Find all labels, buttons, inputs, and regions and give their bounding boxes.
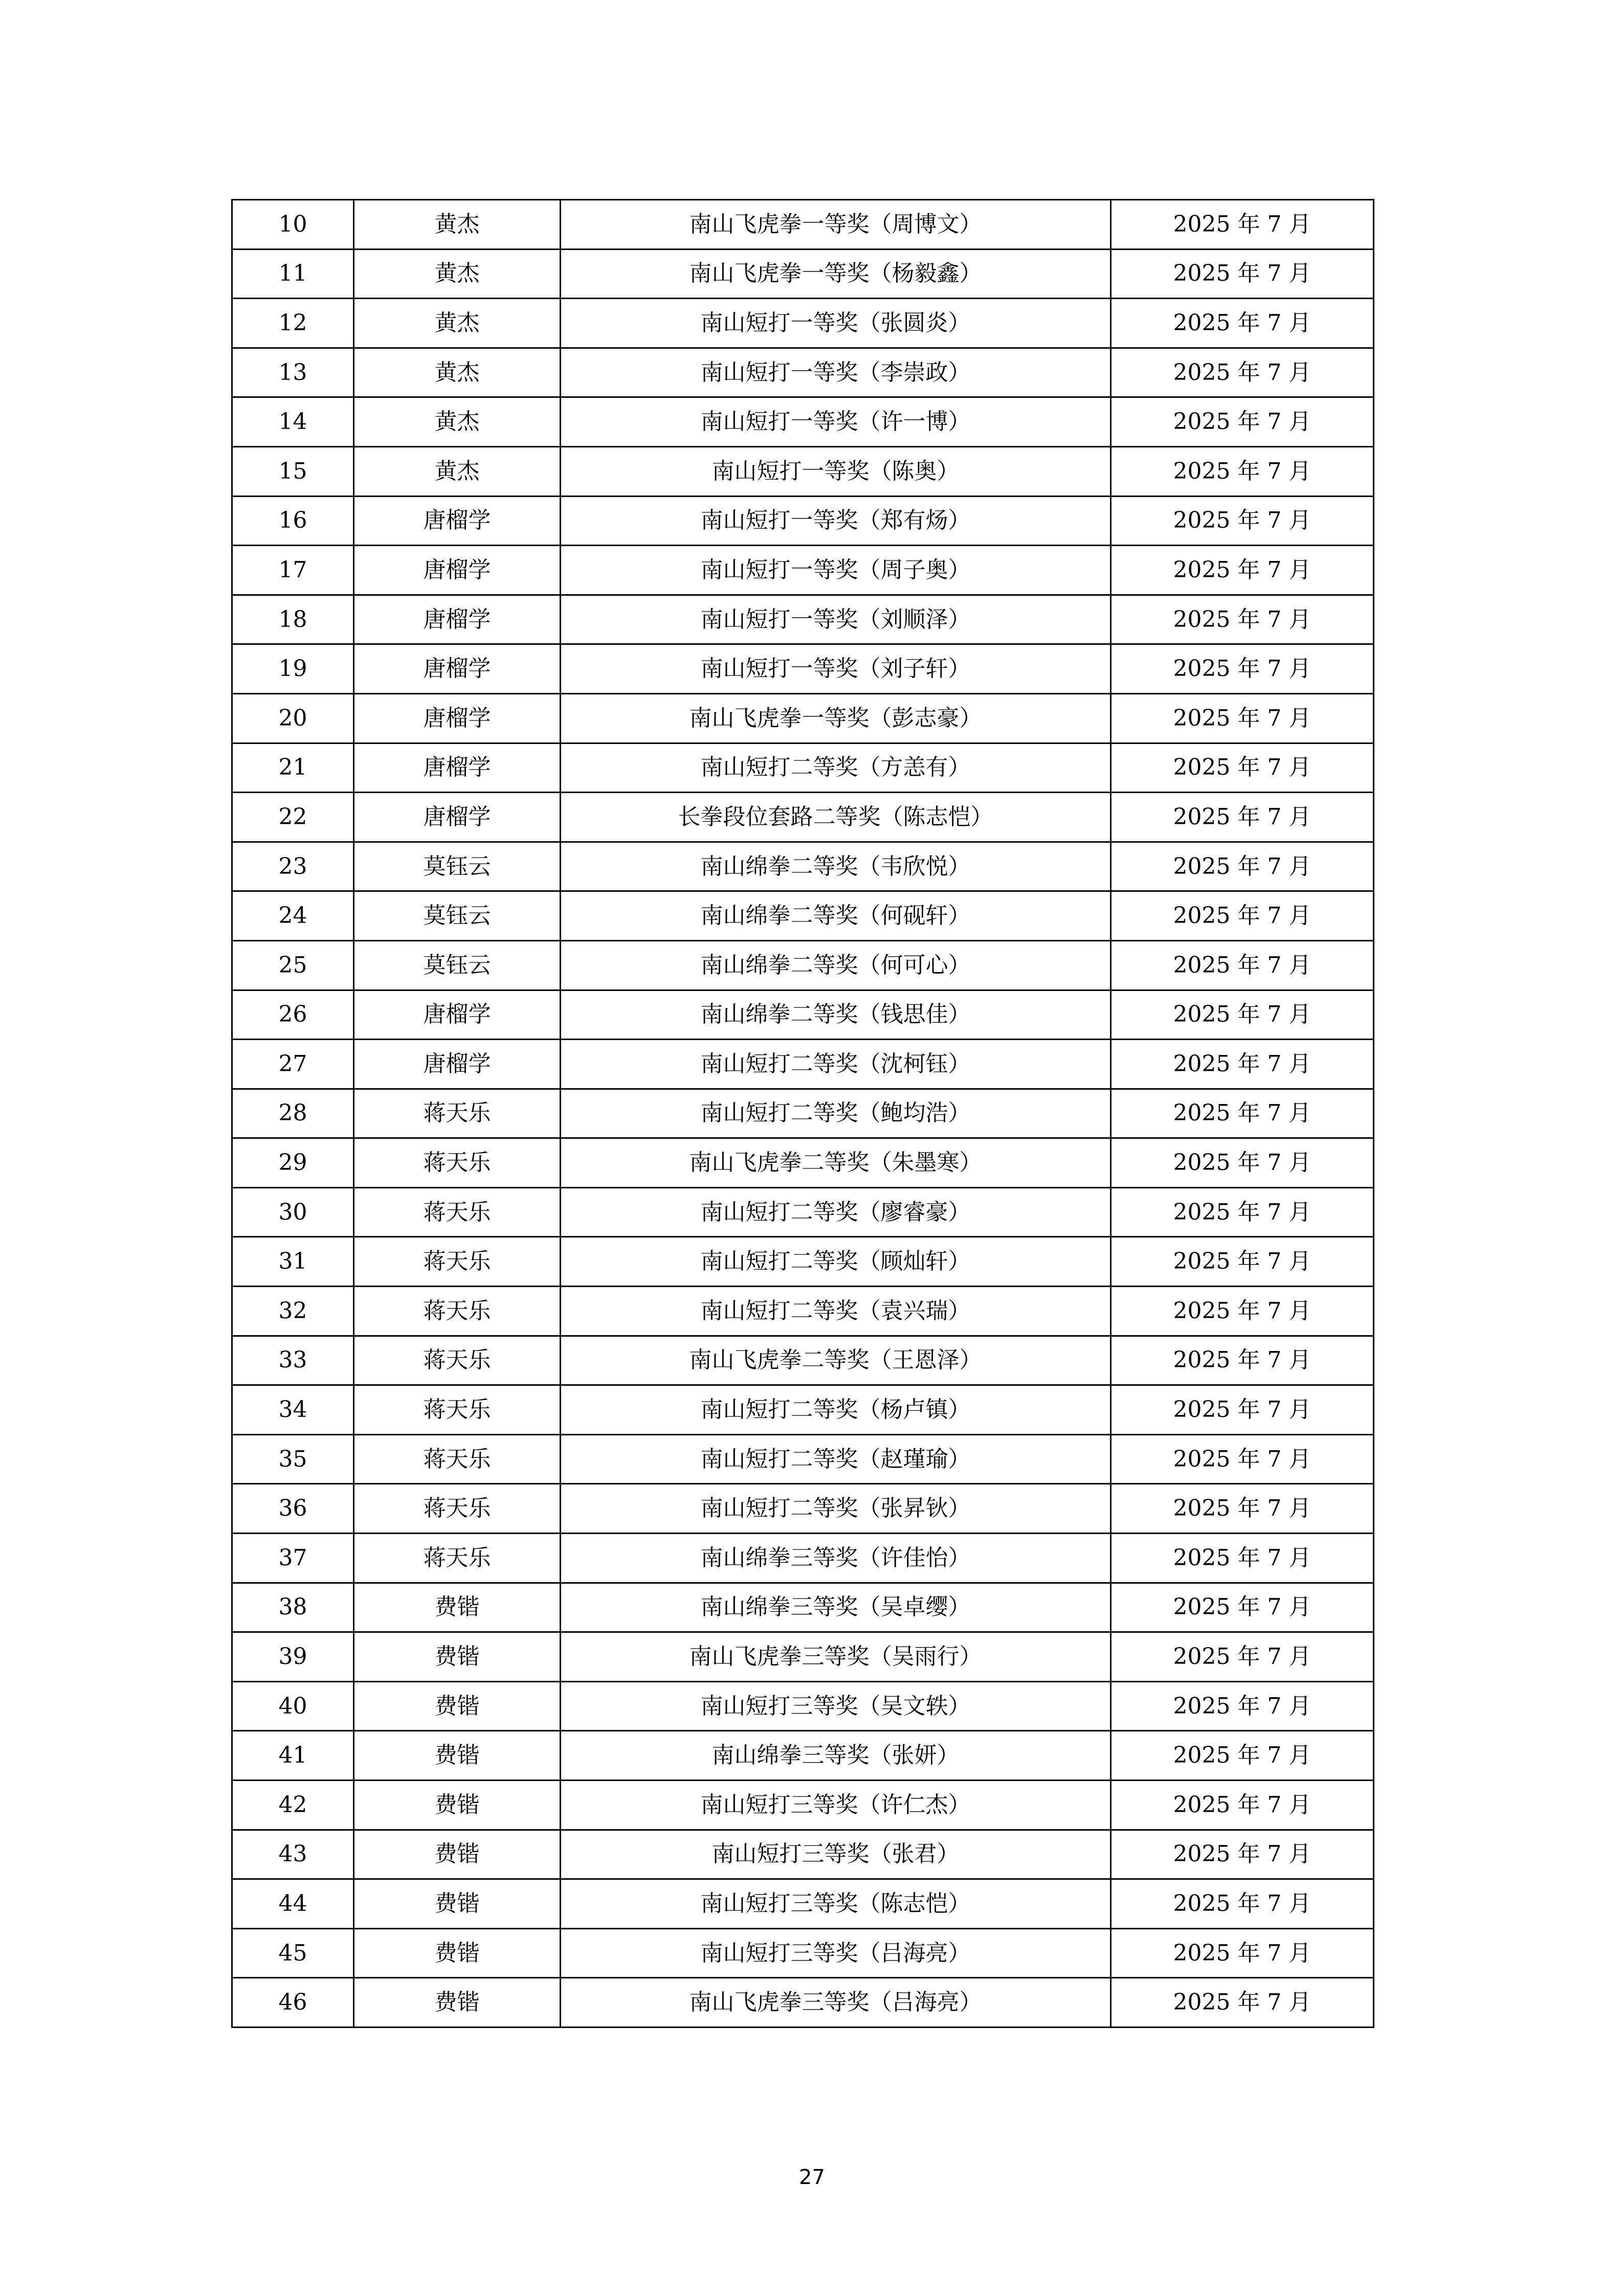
row-number-cell: 14	[232, 397, 354, 447]
teacher-cell: 黄杰	[354, 397, 561, 447]
row-number-cell: 12	[232, 299, 354, 348]
date-cell: 2025 年 7 月	[1111, 200, 1374, 250]
date-cell: 2025 年 7 月	[1111, 1484, 1374, 1534]
award-table	[231, 199, 1374, 2028]
award-cell: 南山绵拳三等奖（吴卓缨）	[561, 1583, 1111, 1632]
table-row	[232, 793, 1374, 842]
award-cell: 南山飞虎拳一等奖（周博文）	[561, 200, 1111, 250]
award-cell: 南山短打二等奖（张昇钬）	[561, 1484, 1111, 1534]
table-row	[232, 1731, 1374, 1781]
date-cell: 2025 年 7 月	[1111, 1879, 1374, 1929]
row-number-cell: 37	[232, 1534, 354, 1583]
date-cell: 2025 年 7 月	[1111, 644, 1374, 694]
row-number-cell: 36	[232, 1484, 354, 1534]
date-cell: 2025 年 7 月	[1111, 743, 1374, 793]
date-cell: 2025 年 7 月	[1111, 446, 1374, 496]
date-cell: 2025 年 7 月	[1111, 1731, 1374, 1781]
teacher-cell: 费锴	[354, 1731, 561, 1781]
row-number-cell: 21	[232, 743, 354, 793]
table-row	[232, 1237, 1374, 1287]
award-cell: 南山短打二等奖（袁兴瑞）	[561, 1287, 1111, 1336]
teacher-cell: 费锴	[354, 1879, 561, 1929]
table-row	[232, 940, 1374, 990]
date-cell: 2025 年 7 月	[1111, 1187, 1374, 1237]
table-row	[232, 1681, 1374, 1731]
teacher-cell: 蒋天乐	[354, 1484, 561, 1534]
table-row	[232, 1830, 1374, 1879]
row-number-cell: 38	[232, 1583, 354, 1632]
row-number-cell: 31	[232, 1237, 354, 1287]
award-cell: 南山绵拳三等奖（许佳怡）	[561, 1534, 1111, 1583]
row-number-cell: 46	[232, 1978, 354, 2028]
award-cell: 南山短打三等奖（吕海亮）	[561, 1928, 1111, 1978]
teacher-cell: 黄杰	[354, 200, 561, 250]
row-number-cell: 22	[232, 793, 354, 842]
teacher-cell: 莫钰云	[354, 940, 561, 990]
date-cell: 2025 年 7 月	[1111, 1583, 1374, 1632]
table-row	[232, 249, 1374, 299]
table-row	[232, 693, 1374, 743]
row-number-cell: 39	[232, 1632, 354, 1682]
row-number-cell: 23	[232, 842, 354, 891]
award-cell: 南山短打一等奖（张圆炎）	[561, 299, 1111, 348]
date-cell: 2025 年 7 月	[1111, 940, 1374, 990]
award-cell: 南山短打二等奖（沈柯钰）	[561, 1040, 1111, 1089]
teacher-cell: 蒋天乐	[354, 1187, 561, 1237]
teacher-cell: 黄杰	[354, 249, 561, 299]
teacher-cell: 唐榴学	[354, 546, 561, 595]
table-row	[232, 1385, 1374, 1435]
table-row	[232, 1336, 1374, 1385]
date-cell: 2025 年 7 月	[1111, 842, 1374, 891]
teacher-cell: 蒋天乐	[354, 1138, 561, 1188]
date-cell: 2025 年 7 月	[1111, 1681, 1374, 1731]
award-cell: 南山短打一等奖（陈奥）	[561, 446, 1111, 496]
date-cell: 2025 年 7 月	[1111, 397, 1374, 447]
teacher-cell: 莫钰云	[354, 891, 561, 941]
teacher-cell: 黄杰	[354, 446, 561, 496]
award-cell: 南山短打一等奖（刘子轩）	[561, 644, 1111, 694]
table-row	[232, 842, 1374, 891]
teacher-cell: 唐榴学	[354, 743, 561, 793]
teacher-cell: 唐榴学	[354, 595, 561, 644]
date-cell: 2025 年 7 月	[1111, 1928, 1374, 1978]
teacher-cell: 蒋天乐	[354, 1336, 561, 1385]
date-cell: 2025 年 7 月	[1111, 1434, 1374, 1484]
teacher-cell: 费锴	[354, 1681, 561, 1731]
table-row	[232, 299, 1374, 348]
row-number-cell: 10	[232, 200, 354, 250]
teacher-cell: 费锴	[354, 1583, 561, 1632]
date-cell: 2025 年 7 月	[1111, 1830, 1374, 1879]
award-cell: 南山短打二等奖（杨卢镇）	[561, 1385, 1111, 1435]
row-number-cell: 29	[232, 1138, 354, 1188]
award-cell: 南山飞虎拳一等奖（彭志豪）	[561, 693, 1111, 743]
award-cell: 南山短打一等奖（刘顺泽）	[561, 595, 1111, 644]
date-cell: 2025 年 7 月	[1111, 1040, 1374, 1089]
teacher-cell: 费锴	[354, 1632, 561, 1682]
teacher-cell: 蒋天乐	[354, 1434, 561, 1484]
row-number-cell: 42	[232, 1781, 354, 1830]
row-number-cell: 44	[232, 1879, 354, 1929]
date-cell: 2025 年 7 月	[1111, 595, 1374, 644]
table-row	[232, 1287, 1374, 1336]
award-cell: 南山绵拳二等奖（何可心）	[561, 940, 1111, 990]
table-row	[232, 348, 1374, 397]
award-cell: 南山飞虎拳二等奖（王恩泽）	[561, 1336, 1111, 1385]
row-number-cell: 17	[232, 546, 354, 595]
date-cell: 2025 年 7 月	[1111, 348, 1374, 397]
row-number-cell: 25	[232, 940, 354, 990]
award-cell: 南山绵拳三等奖（张妍）	[561, 1731, 1111, 1781]
row-number-cell: 32	[232, 1287, 354, 1336]
row-number-cell: 13	[232, 348, 354, 397]
award-table-body	[232, 200, 1374, 2028]
row-number-cell: 43	[232, 1830, 354, 1879]
date-cell: 2025 年 7 月	[1111, 299, 1374, 348]
row-number-cell: 40	[232, 1681, 354, 1731]
award-cell: 南山短打一等奖（李崇政）	[561, 348, 1111, 397]
table-row	[232, 1187, 1374, 1237]
award-cell: 南山飞虎拳一等奖（杨毅鑫）	[561, 249, 1111, 299]
row-number-cell: 34	[232, 1385, 354, 1435]
date-cell: 2025 年 7 月	[1111, 249, 1374, 299]
award-cell: 南山短打二等奖（方恙有）	[561, 743, 1111, 793]
teacher-cell: 唐榴学	[354, 793, 561, 842]
date-cell: 2025 年 7 月	[1111, 1237, 1374, 1287]
award-cell: 南山飞虎拳三等奖（吴雨行）	[561, 1632, 1111, 1682]
row-number-cell: 16	[232, 496, 354, 546]
award-cell: 南山短打一等奖（郑有炀）	[561, 496, 1111, 546]
award-cell: 南山短打一等奖（周子奥）	[561, 546, 1111, 595]
award-cell: 南山短打二等奖（赵瑾瑜）	[561, 1434, 1111, 1484]
award-cell: 南山短打二等奖（顾灿轩）	[561, 1237, 1111, 1287]
table-row	[232, 1978, 1374, 2028]
award-cell: 南山绵拳二等奖（何砚轩）	[561, 891, 1111, 941]
row-number-cell: 33	[232, 1336, 354, 1385]
table-row	[232, 496, 1374, 546]
teacher-cell: 费锴	[354, 1978, 561, 2028]
table-row	[232, 1632, 1374, 1682]
row-number-cell: 41	[232, 1731, 354, 1781]
table-row	[232, 1434, 1374, 1484]
teacher-cell: 唐榴学	[354, 990, 561, 1040]
award-cell: 南山短打二等奖（廖睿豪）	[561, 1187, 1111, 1237]
row-number-cell: 19	[232, 644, 354, 694]
table-row	[232, 891, 1374, 941]
teacher-cell: 莫钰云	[354, 842, 561, 891]
table-row	[232, 1583, 1374, 1632]
award-cell: 南山绵拳二等奖（钱思佳）	[561, 990, 1111, 1040]
row-number-cell: 27	[232, 1040, 354, 1089]
table-row	[232, 200, 1374, 250]
date-cell: 2025 年 7 月	[1111, 1385, 1374, 1435]
table-row	[232, 1089, 1374, 1138]
award-cell: 南山短打三等奖（许仁杰）	[561, 1781, 1111, 1830]
page-number: 27	[799, 2166, 825, 2189]
table-row	[232, 644, 1374, 694]
date-cell: 2025 年 7 月	[1111, 1089, 1374, 1138]
date-cell: 2025 年 7 月	[1111, 1632, 1374, 1682]
date-cell: 2025 年 7 月	[1111, 990, 1374, 1040]
teacher-cell: 唐榴学	[354, 693, 561, 743]
teacher-cell: 蒋天乐	[354, 1237, 561, 1287]
table-row	[232, 1484, 1374, 1534]
date-cell: 2025 年 7 月	[1111, 793, 1374, 842]
award-cell: 南山飞虎拳二等奖（朱墨寒）	[561, 1138, 1111, 1188]
teacher-cell: 蒋天乐	[354, 1385, 561, 1435]
row-number-cell: 45	[232, 1928, 354, 1978]
date-cell: 2025 年 7 月	[1111, 1978, 1374, 2028]
award-cell: 南山短打三等奖（吴文轶）	[561, 1681, 1111, 1731]
table-row	[232, 743, 1374, 793]
row-number-cell: 24	[232, 891, 354, 941]
teacher-cell: 费锴	[354, 1928, 561, 1978]
table-row	[232, 990, 1374, 1040]
row-number-cell: 11	[232, 249, 354, 299]
table-row	[232, 1928, 1374, 1978]
row-number-cell: 28	[232, 1089, 354, 1138]
date-cell: 2025 年 7 月	[1111, 546, 1374, 595]
row-number-cell: 20	[232, 693, 354, 743]
award-cell: 南山短打三等奖（陈志恺）	[561, 1879, 1111, 1929]
award-cell: 南山短打三等奖（张君）	[561, 1830, 1111, 1879]
award-cell: 南山短打一等奖（许一博）	[561, 397, 1111, 447]
teacher-cell: 唐榴学	[354, 496, 561, 546]
teacher-cell: 费锴	[354, 1830, 561, 1879]
date-cell: 2025 年 7 月	[1111, 1287, 1374, 1336]
award-cell: 南山短打二等奖（鲍均浩）	[561, 1089, 1111, 1138]
date-cell: 2025 年 7 月	[1111, 1781, 1374, 1830]
teacher-cell: 费锴	[354, 1781, 561, 1830]
table-row	[232, 546, 1374, 595]
row-number-cell: 35	[232, 1434, 354, 1484]
teacher-cell: 黄杰	[354, 348, 561, 397]
row-number-cell: 30	[232, 1187, 354, 1237]
table-row	[232, 1040, 1374, 1089]
teacher-cell: 蒋天乐	[354, 1089, 561, 1138]
date-cell: 2025 年 7 月	[1111, 693, 1374, 743]
teacher-cell: 蒋天乐	[354, 1534, 561, 1583]
date-cell: 2025 年 7 月	[1111, 891, 1374, 941]
award-cell: 长拳段位套路二等奖（陈志恺）	[561, 793, 1111, 842]
teacher-cell: 唐榴学	[354, 644, 561, 694]
teacher-cell: 黄杰	[354, 299, 561, 348]
table-row	[232, 595, 1374, 644]
table-row	[232, 1879, 1374, 1929]
table-row	[232, 1138, 1374, 1188]
teacher-cell: 蒋天乐	[354, 1287, 561, 1336]
table-row	[232, 1781, 1374, 1830]
teacher-cell: 唐榴学	[354, 1040, 561, 1089]
date-cell: 2025 年 7 月	[1111, 1336, 1374, 1385]
table-row	[232, 446, 1374, 496]
date-cell: 2025 年 7 月	[1111, 1138, 1374, 1188]
date-cell: 2025 年 7 月	[1111, 496, 1374, 546]
date-cell: 2025 年 7 月	[1111, 1534, 1374, 1583]
table-row	[232, 1534, 1374, 1583]
row-number-cell: 26	[232, 990, 354, 1040]
row-number-cell: 15	[232, 446, 354, 496]
award-cell: 南山飞虎拳三等奖（吕海亮）	[561, 1978, 1111, 2028]
award-cell: 南山绵拳二等奖（韦欣悦）	[561, 842, 1111, 891]
table-row	[232, 397, 1374, 447]
row-number-cell: 18	[232, 595, 354, 644]
